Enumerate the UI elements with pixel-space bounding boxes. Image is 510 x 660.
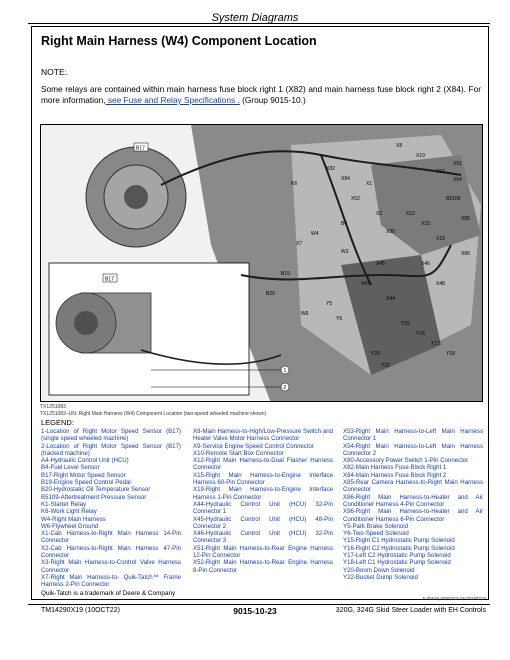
note-label: NOTE:: [41, 67, 67, 77]
footer-rule: [28, 604, 490, 605]
legend-item: X51-Right Main Harness-to-Rear Engine Harness 12-Pin Connector: [193, 544, 333, 560]
legend-item: X45-Hydraulic Control Unit (HCU) 48-Pin Connector 2: [193, 515, 333, 530]
fuse-relay-spec-link[interactable]: see Fuse and Relay Specifications .: [105, 95, 240, 105]
callout-b17-upper: B17: [136, 145, 145, 152]
callout-y6: Y6: [336, 316, 343, 322]
callout-w3: W3: [341, 249, 349, 255]
callout-x7: X7: [296, 241, 303, 247]
callout-y5: Y5: [326, 301, 333, 307]
legend-item: X96-Right Main Harness-to-Heater and Air Conditioner Harness 6-Pin Connector: [343, 508, 483, 523]
callout-1: 1: [283, 368, 287, 374]
callout-x2: X2: [376, 211, 383, 217]
legend-item: X12-Right Main Harness-to-Dual Flasher Harness Connector: [193, 457, 333, 472]
drive-motor-lower-center: [74, 311, 98, 335]
callout-x47: X47: [361, 281, 370, 287]
callout-b5109: B5109: [446, 196, 461, 202]
legend-item: Y16-Right C2 Hydrostatic Pump Solenoid: [343, 544, 455, 552]
legend-item: X8-Main Harness-to-High/Low-Pressure Switch and Heater Valve Motor Harness Connector: [193, 428, 333, 443]
callout-y15: Y15: [401, 321, 410, 327]
callout-x53: X53: [436, 169, 445, 175]
callout-x48: X48: [436, 281, 445, 287]
callout-x90: X90: [386, 229, 395, 235]
legend-item: B5109-Aftertreatment Pressure Sensor: [41, 493, 147, 501]
callout-x19: X19: [436, 236, 445, 242]
legend-item: W6-Flywheel Ground: [41, 522, 99, 530]
legend-item: Y22-Bucket Dump Solenoid: [343, 573, 418, 581]
section-title: Right Main Harness (W4) Component Location: [41, 34, 317, 48]
legend-item: B17-Right Motor Speed Sensor: [41, 471, 126, 479]
callout-k6: K6: [291, 181, 298, 187]
trademark-notice: Quik-Tatch is a trademark of Deere & Company: [41, 590, 176, 597]
callout-b20: B20: [266, 291, 275, 297]
legend-item: 2-Location of Right Motor Speed Sensor (B17) (tracked machine): [41, 442, 181, 457]
harness-illustration: [41, 125, 483, 402]
note-text: Some relays are contained within main harness fuse block right 1 (X82) and main harness fuse block right 2 (X84). For more information,: [41, 84, 481, 105]
legend-item: B4-Fuel Level Sensor: [41, 464, 100, 472]
callout-b4: B4: [341, 221, 348, 227]
drive-motor-upper-center: [124, 185, 148, 209]
callout-x54: X54: [453, 177, 462, 183]
callout-w6: W6: [301, 311, 309, 317]
document-id: JL05046,0000323-19-20180219: [421, 596, 486, 601]
header-rule: [28, 23, 490, 24]
legend-item: X86-Right Main Harness-to-Heater and Air Conditioner Harness 4-Pin Connector: [343, 493, 483, 508]
callout-x12: X12: [406, 211, 415, 217]
callout-x45: X45: [376, 261, 385, 267]
legend-item: Y15-Right C1 Hydrostatic Pump Solenoid: [343, 537, 455, 545]
legend-item: X54-Right Main Harness-to-Left Main Harness Connector 2: [343, 442, 483, 457]
legend-item: K6-Work Light Relay: [41, 508, 97, 516]
callout-y22: Y22: [381, 363, 390, 369]
callout-x44: X44: [386, 296, 395, 302]
legend-item: X85-Rear Camera Harness-to-Right Main Harness Connector: [343, 479, 483, 494]
legend-item: W4-Right Main Harness: [41, 515, 106, 523]
legend-item: X80-Accessory Power Switch 1-Pin Connector: [343, 457, 469, 465]
component-location-figure: [40, 124, 483, 402]
legend-item: Y17-Left C2 Hydrostatic Pump Solenoid: [343, 552, 451, 560]
callout-x1: X1: [366, 181, 373, 187]
callout-y18: Y18: [446, 351, 455, 357]
callout-x84: X84: [341, 176, 350, 182]
footer-page-number: 9015-10-23: [233, 606, 277, 616]
legend-item: X7-Right Main Harness-to- Quik-Tatch™ Frame Harness 2-Pin Connector: [41, 573, 181, 589]
legend-item: X84-Main Harness Fuse Block Right 2: [343, 471, 447, 479]
callout-w4: W4: [311, 231, 319, 237]
legend-item: X19-Right Main Harness-to-Engine Interface Harness 1-Pin Connector: [193, 486, 333, 501]
legend-item: X46-Hydraulic Control Unit (HCU) 32-Pin Connector 3: [193, 530, 333, 545]
callout-x46: X46: [421, 261, 430, 267]
legend-item: X53-Right Main Harness-to-Left Main Harness Connector 1: [343, 428, 483, 443]
callout-b17-lower: B17: [105, 276, 114, 283]
legend-item: X3-Right Main Harness-to-Control Valve Harness Connector: [41, 559, 181, 574]
callout-x10: X10: [416, 153, 425, 159]
running-header-title: System Diagrams: [211, 12, 299, 24]
legend-item: X15-Right Main Harness-to-Engine Interface Harness 60-Pin Connector: [193, 471, 333, 487]
callout-x51: X51: [453, 161, 462, 167]
callout-x15: X15: [421, 221, 430, 227]
legend-item: Y18-Left C1 Hydrostatic Pump Solenoid: [343, 559, 451, 567]
legend-item: Y5-Park Brake Solenoid: [343, 522, 409, 530]
legend-label: LEGEND:: [41, 418, 74, 427]
legend-item: X44-Hydraulic Control Unit (HCU) 32-Pin Connector 1: [193, 500, 333, 516]
callout-x85: X85: [461, 216, 470, 222]
legend-item: 1-Location of Right Motor Speed Sensor (B17) (single speed wheeled machine): [41, 428, 181, 443]
callout-b19: B19: [281, 271, 290, 277]
callout-y20: Y20: [371, 351, 380, 357]
figure-caption: TX1251083–UN: Right Main Harness (W4) Component Location (two-speed wheeled machine shown): [40, 411, 267, 417]
legend-item: Y20-Boom Down Solenoid: [343, 566, 415, 574]
footer-manual-id: TM14290X19 (10OCT22): [41, 607, 120, 614]
callout-y16: Y16: [416, 331, 425, 337]
legend-item: X9-Service Engine Speed Control Connector: [193, 442, 314, 450]
legend-item: B20-Hydrostatic Oil Temperature Sensor: [41, 486, 151, 494]
footer-machine-model: 320G, 324G Skid Steer Loader with EH Controls: [335, 607, 486, 614]
note-group-ref: (Group 9015-10.): [239, 95, 306, 105]
callout-x86: X86: [461, 251, 470, 257]
legend-item: K1-Starter Relay: [41, 500, 87, 508]
legend-column-1: [41, 428, 181, 589]
callout-y17: Y17: [431, 341, 440, 347]
legend-item: B19-Engine Speed Control Pedal: [41, 479, 131, 487]
note-body: [41, 84, 481, 106]
callout-2: 2: [283, 385, 287, 391]
legend-item: Y6-Two-Speed Solenoid: [343, 530, 409, 538]
legend-item: X2-Cab Harness-to-Right Main Harness 47-Pin Connector: [41, 544, 181, 560]
callout-x82: X82: [326, 166, 335, 172]
legend-item: X10-Remote Start Box Connector: [193, 449, 284, 457]
legend-column-3: [343, 428, 483, 581]
legend-column-2: [193, 428, 333, 574]
legend-item: X82-Main Harness Fuse Block Right 1: [343, 464, 447, 472]
figure-id: TX1251083: [40, 404, 66, 410]
legend-item: X1-Cab Harness-to-Right Main Harness 14-Pin Connector: [41, 530, 181, 545]
callout-x8: X8: [396, 143, 403, 149]
legend-item: A4-Hydraulic Control Unit (HCU): [41, 457, 129, 465]
legend-item: X52-Right Main Harness-to-Rear Engine Harness 8-Pin Connector: [193, 559, 333, 574]
callout-x52: X52: [351, 196, 360, 202]
